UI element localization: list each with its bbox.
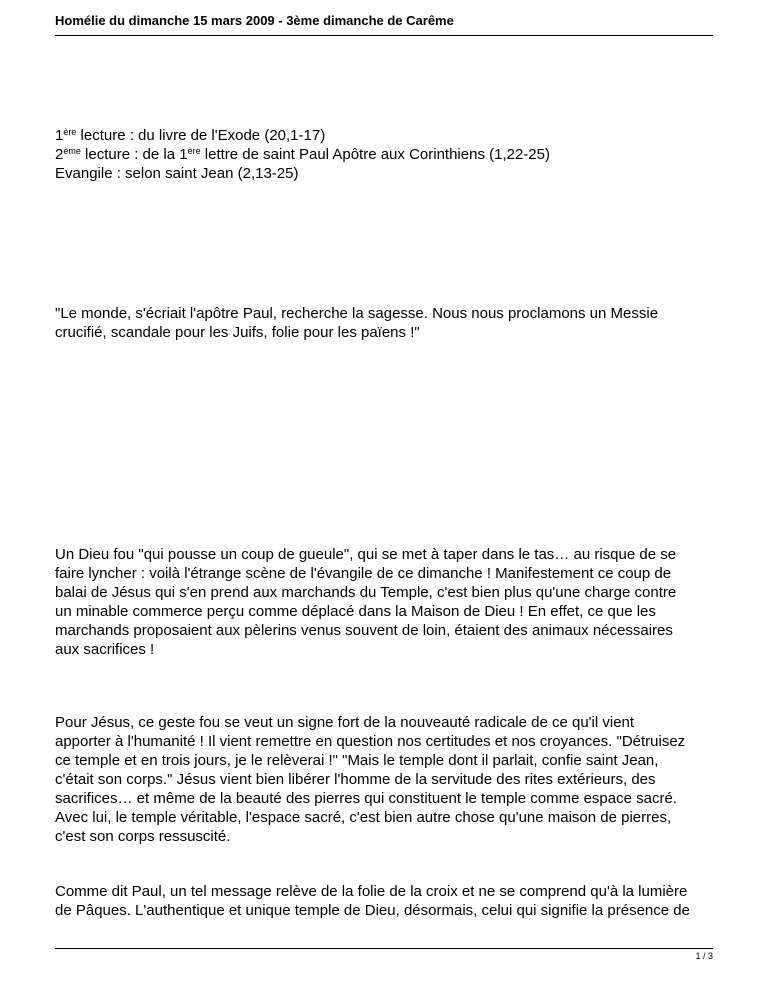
second-reading-superscript: ème bbox=[63, 146, 81, 156]
page-footer bbox=[55, 948, 713, 961]
paragraph-2-line: Un Dieu fou "qui pousse un coup de gueule", qui se met à taper dans le tas… au risque de se bbox=[55, 546, 677, 563]
paragraph-3-line: sacrifices… et même de la beauté des pierres qui constituent le temple comme espace sacré. bbox=[55, 790, 677, 807]
paragraph-3-line: Avec lui, le temple véritable, l'espace sacré, c'est bien autre chose qu'une maison de pierres, bbox=[55, 809, 672, 826]
document-title: Homélie du dimanche 15 mars 2009 - 3ème dimanche de Carême bbox=[55, 13, 454, 28]
paragraph-2-line: faire lyncher : voilà l'étrange scène de l'évangile de ce dimanche ! Manifestement ce coup de bbox=[55, 565, 672, 582]
second-reading-text-2: lettre de saint Paul Apôtre aux Corinthiens (1,22-25) bbox=[200, 146, 550, 163]
paragraph-1-line: crucifié, scandale pour les Juifs, folie pour les païens !" bbox=[55, 324, 420, 341]
paragraph-3-line: c'est son corps ressuscité. bbox=[55, 828, 231, 845]
paragraph-2-line: marchands proposaient aux pèlerins venus souvent de loin, étaient des animaux nécessaires bbox=[55, 622, 673, 639]
paragraph-2-line: un minable commerce perçu comme déplacé dans la Maison de Dieu ! En effet, ce que les bbox=[55, 603, 656, 620]
paragraph-1-line: "Le monde, s'écriait l'apôtre Paul, recherche la sagesse. Nous nous proclamons un Messie bbox=[55, 305, 659, 322]
second-reading bbox=[55, 145, 550, 164]
paragraph-3-line: Pour Jésus, ce geste fou se veut un signe fort de la nouveauté radicale de ce qu'il vient bbox=[55, 714, 635, 731]
paragraph-4-line: Comme dit Paul, un tel message relève de la folie de la croix et ne se comprend qu'à la lumière bbox=[55, 883, 688, 900]
second-reading-number: 2 bbox=[55, 146, 64, 163]
second-reading-superscript-2: ère bbox=[187, 146, 201, 156]
first-reading-number: 1 bbox=[55, 127, 64, 144]
paragraph-3-line: ce temple et en trois jours, je le relèverai !" "Mais le temple dont il parlait, confie saint Jean, bbox=[55, 752, 659, 769]
first-reading-text: lecture : du livre de l'Exode (20,1-17) bbox=[76, 127, 326, 144]
first-reading-superscript: ère bbox=[63, 127, 77, 137]
paragraph-2-line: balai de Jésus qui s'en prend aux marchands du Temple, c'est bien plus qu'une charge contre bbox=[55, 584, 677, 601]
paragraph-2-line: aux sacrifices ! bbox=[55, 641, 155, 658]
first-reading bbox=[55, 126, 325, 145]
second-reading-text: lecture : de la 1 bbox=[80, 146, 188, 163]
page-header bbox=[55, 10, 713, 36]
page-number: 1 / 3 bbox=[695, 951, 713, 961]
paragraph-3-line: c'était son corps." Jésus vient bien libérer l'homme de la servitude des rites extérieurs, des bbox=[55, 771, 656, 788]
gospel-reading: Evangile : selon saint Jean (2,13-25) bbox=[55, 165, 299, 182]
paragraph-4-line: de Pâques. L'authentique et unique temple de Dieu, désormais, celui qui signifie la présence de bbox=[55, 902, 690, 919]
paragraph-3-line: apporter à l'humanité ! Il vient remettre en question nos certitudes et nos croyances. "Détruisez bbox=[55, 733, 686, 750]
